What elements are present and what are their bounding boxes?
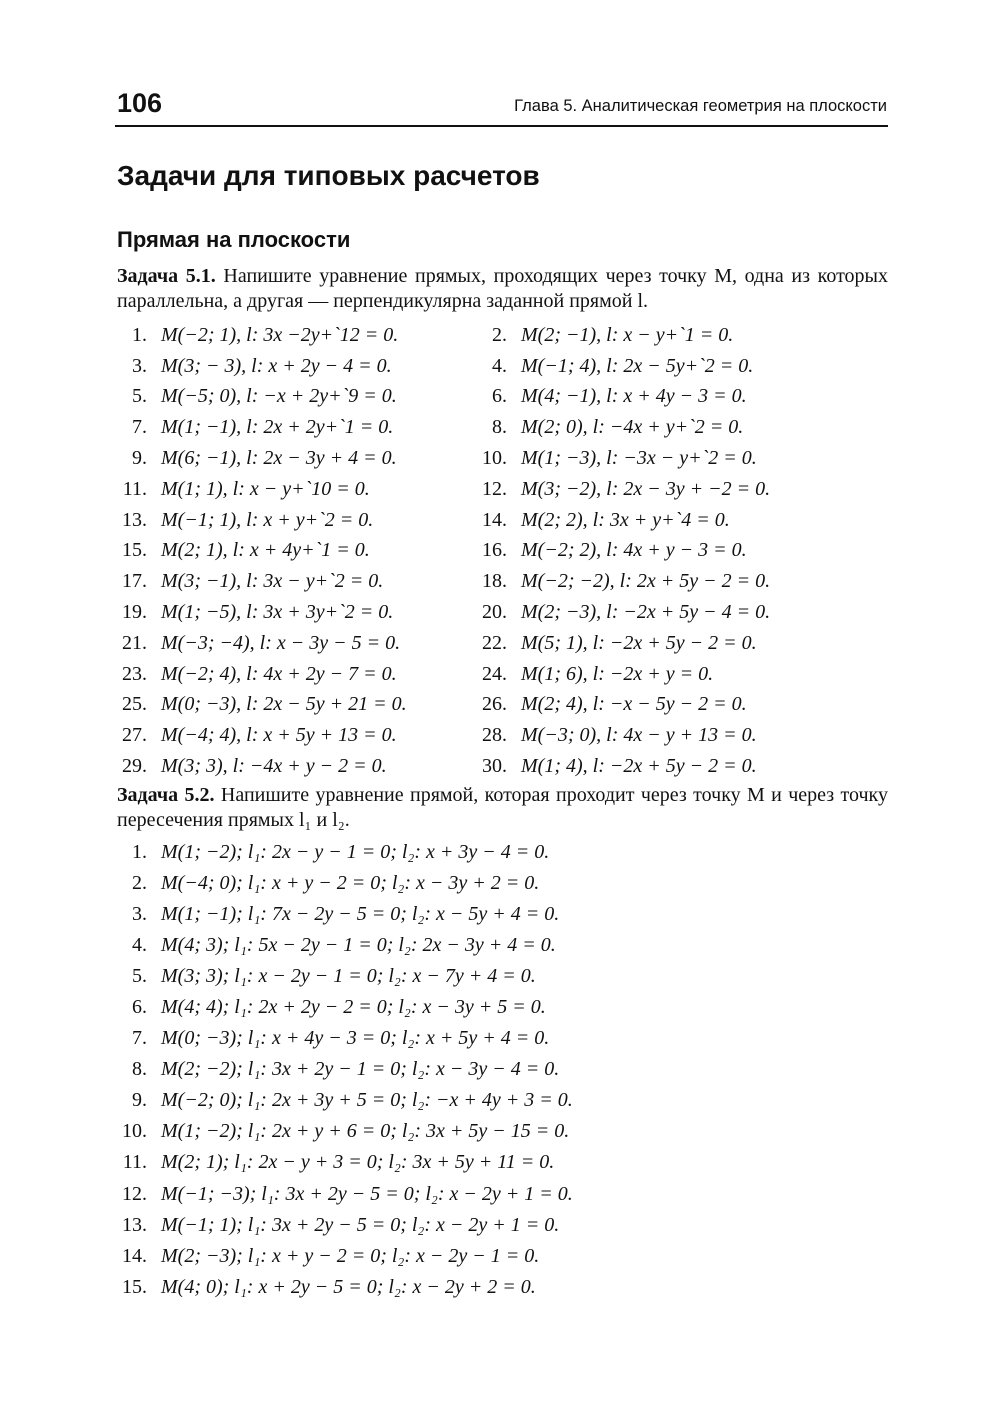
task-5-1-item	[470, 601, 830, 624]
task-5-2-item	[110, 930, 670, 961]
item-number: 24.	[482, 662, 507, 685]
item-expression: M(−3; −4), l: x − 3y − 5 = 0.	[161, 631, 401, 654]
task-5-1-item	[470, 693, 830, 716]
item-expression: M(−1; −3); l₁: 3x + 2y − 5 = 0; l₂: x − 2y + 1 = 0.	[161, 1182, 573, 1205]
task-5-1-item	[470, 570, 830, 593]
item-expression: M(3; −1), l: 3x − y+`2 = 0.	[161, 570, 384, 593]
item-expression: M(−2; 4), l: 4x + 2y − 7 = 0.	[161, 662, 397, 685]
item-expression: M(3; −2), l: 2x − 3y + −2 = 0.	[521, 477, 771, 500]
task-5-1-row	[110, 536, 830, 567]
task-5-2-text: Напишите уравнение прямой, которая проходит через точку M и через точку пересечения прямых l₁ и l₂.	[117, 784, 888, 831]
item-number: 28.	[482, 724, 507, 747]
task-5-1-row	[110, 566, 830, 597]
item-expression: M(2; 4), l: −x − 5y − 2 = 0.	[521, 693, 747, 716]
task-5-1-item	[110, 355, 470, 378]
item-number: 25.	[122, 693, 147, 716]
item-number: 14.	[482, 508, 507, 531]
item-expression: M(2; −3); l₁: x + y − 2 = 0; l₂: x − 2y − 1 = 0.	[161, 1244, 540, 1267]
item-number: 1.	[132, 323, 147, 346]
task-5-1-item	[110, 601, 470, 624]
task-5-1-row	[110, 751, 830, 782]
item-number: 6.	[492, 385, 507, 408]
item-number: 8.	[492, 416, 507, 439]
item-number: 4.	[492, 354, 507, 377]
item-expression: M(2; −2); l₁: 3x + 2y − 1 = 0; l₂: x − 3y − 4 = 0.	[161, 1058, 560, 1081]
task-5-1-row	[110, 412, 830, 443]
item-number: 27.	[122, 724, 147, 747]
item-number: 7.	[132, 416, 147, 439]
task-5-1-item	[110, 663, 470, 686]
task-5-1-item	[110, 755, 470, 778]
item-number: 2.	[132, 872, 147, 895]
task-5-1-item	[110, 509, 470, 532]
item-number: 23.	[122, 662, 147, 685]
item-expression: M(−5; 0), l: −x + 2y+`9 = 0.	[161, 385, 397, 408]
item-number: 15.	[122, 1275, 147, 1298]
item-expression: M(5; 1), l: −2x + 5y − 2 = 0.	[521, 631, 757, 654]
task-5-1-item	[470, 539, 830, 562]
item-expression: M(−2; −2), l: 2x + 5y − 2 = 0.	[521, 570, 771, 593]
item-number: 29.	[122, 755, 147, 778]
item-number: 3.	[132, 903, 147, 926]
item-number: 3.	[132, 354, 147, 377]
item-expression: M(1; −2); l₁: 2x − y − 1 = 0; l₂: x + 3y − 4 = 0.	[161, 841, 550, 864]
task-5-1-item	[110, 385, 470, 408]
item-number: 20.	[482, 601, 507, 624]
task-5-2-item	[110, 1023, 670, 1054]
item-expression: M(−2; 2), l: 4x + y − 3 = 0.	[521, 539, 747, 562]
item-number: 22.	[482, 631, 507, 654]
item-expression: M(0; −3); l₁: x + 4y − 3 = 0; l₂: x + 5y + 4 = 0.	[161, 1027, 550, 1050]
task-5-2-item	[110, 1179, 670, 1210]
task-5-2-statement	[117, 783, 888, 833]
task-5-2-item	[110, 837, 670, 868]
task-5-1-item	[470, 478, 830, 501]
item-expression: M(2; 0), l: −4x + y+`2 = 0.	[521, 416, 744, 439]
item-expression: M(2; 1); l₁: 2x − y + 3 = 0; l₂: 3x + 5y + 11 = 0.	[161, 1151, 555, 1174]
item-expression: M(6; −1), l: 2x − 3y + 4 = 0.	[161, 447, 397, 470]
task-5-1-row	[110, 628, 830, 659]
item-expression: M(2; −3), l: −2x + 5y − 4 = 0.	[521, 601, 771, 624]
task-5-2-item	[110, 899, 670, 930]
item-expression: M(1; −3), l: −3x − y+`2 = 0.	[521, 447, 757, 470]
item-number: 9.	[132, 1089, 147, 1112]
task-5-1-item	[470, 416, 830, 439]
task-5-1-item	[110, 693, 470, 716]
item-number: 30.	[482, 755, 507, 778]
item-number: 6.	[132, 996, 147, 1019]
task-5-2-list	[110, 837, 670, 1303]
task-5-1-item	[110, 324, 470, 347]
item-number: 7.	[132, 1027, 147, 1050]
task-5-1-item	[110, 632, 470, 655]
item-expression: M(2; 2), l: 3x + y+`4 = 0.	[521, 508, 730, 531]
item-expression: M(3; 3); l₁: x − 2y − 1 = 0; l₂: x − 7y + 4 = 0.	[161, 965, 536, 988]
item-expression: M(4; 0); l₁: x + 2y − 5 = 0; l₂: x − 2y + 2 = 0.	[161, 1275, 536, 1298]
task-5-1-item	[110, 539, 470, 562]
task-5-2-item	[110, 1085, 670, 1116]
header-divider	[115, 125, 888, 127]
task-5-2-item	[110, 961, 670, 992]
item-expression: M(−1; 1), l: x + y+`2 = 0.	[161, 508, 374, 531]
task-5-1-item	[110, 478, 470, 501]
task-5-1-row	[110, 474, 830, 505]
item-expression: M(3; 3), l: −4x + y − 2 = 0.	[161, 755, 387, 778]
item-expression: M(2; −1), l: x − y+`1 = 0.	[521, 323, 734, 346]
item-number: 18.	[482, 570, 507, 593]
item-expression: M(−4; 4), l: x + 5y + 13 = 0.	[161, 724, 397, 747]
item-expression: M(−4; 0); l₁: x + y − 2 = 0; l₂: x − 3y + 2 = 0.	[161, 872, 540, 895]
task-5-1-row	[110, 597, 830, 628]
task-5-2-item	[110, 992, 670, 1023]
item-expression: M(4; 3); l₁: 5x − 2y − 1 = 0; l₂: 2x − 3y + 4 = 0.	[161, 934, 556, 957]
task-5-2-item	[110, 1054, 670, 1085]
task-5-2-item	[110, 1241, 670, 1272]
subsection-title: Прямая на плоскости	[117, 227, 351, 252]
item-expression: M(−2; 0); l₁: 2x + 3y + 5 = 0; l₂: −x + 4y + 3 = 0.	[161, 1089, 573, 1112]
item-expression: M(−3; 0), l: 4x − y + 13 = 0.	[521, 724, 757, 747]
item-expression: M(−1; 4), l: 2x − 5y+`2 = 0.	[521, 354, 754, 377]
item-number: 2.	[492, 323, 507, 346]
item-expression: M(1; 1), l: x − y+`10 = 0.	[161, 477, 370, 500]
item-expression: M(1; 4), l: −2x + 5y − 2 = 0.	[521, 755, 757, 778]
item-number: 1.	[132, 841, 147, 864]
item-expression: M(−2; 1), l: 3x −2y+`12 = 0.	[161, 323, 399, 346]
task-5-1-item	[470, 355, 830, 378]
task-5-1-item	[470, 755, 830, 778]
item-expression: M(1; −5), l: 3x + 3y+`2 = 0.	[161, 601, 394, 624]
task-5-1-item	[470, 447, 830, 470]
task-5-1-row	[110, 320, 830, 351]
item-number: 12.	[122, 1182, 147, 1205]
task-5-1-row	[110, 351, 830, 382]
item-number: 21.	[122, 631, 147, 654]
item-number: 17.	[122, 570, 147, 593]
item-expression: M(3; − 3), l: x + 2y − 4 = 0.	[161, 354, 392, 377]
task-5-1-item	[470, 324, 830, 347]
section-title: Задачи для типовых расчетов	[117, 160, 540, 191]
item-number: 10.	[482, 447, 507, 470]
task-5-2-item	[110, 1116, 670, 1147]
item-expression: M(2; 1), l: x + 4y+`1 = 0.	[161, 539, 370, 562]
task-5-1-item	[470, 663, 830, 686]
item-number: 8.	[132, 1058, 147, 1081]
item-number: 13.	[122, 1213, 147, 1236]
item-number: 11.	[122, 1151, 147, 1174]
item-number: 15.	[122, 539, 147, 562]
item-number: 5.	[132, 965, 147, 988]
item-expression: M(1; −1), l: 2x + 2y+`1 = 0.	[161, 416, 394, 439]
task-5-1-list	[110, 320, 830, 782]
task-5-2-item	[110, 868, 670, 899]
item-expression: M(1; −1); l₁: 7x − 2y − 5 = 0; l₂: x − 5y + 4 = 0.	[161, 903, 560, 926]
task-5-2-item	[110, 1147, 670, 1178]
item-number: 4.	[132, 934, 147, 957]
item-number: 12.	[482, 477, 507, 500]
task-5-1-item	[110, 416, 470, 439]
item-number: 9.	[132, 447, 147, 470]
task-5-1-row	[110, 382, 830, 413]
task-5-1-row	[110, 443, 830, 474]
task-5-1-row	[110, 720, 830, 751]
item-number: 19.	[122, 601, 147, 624]
item-expression: M(1; 6), l: −2x + y = 0.	[521, 662, 714, 685]
item-number: 26.	[482, 693, 507, 716]
task-5-2-item	[110, 1210, 670, 1241]
item-number: 11.	[122, 477, 147, 500]
task-5-1-item	[470, 632, 830, 655]
running-header-chapter-title: Глава 5. Аналитическая геометрия на плоскости	[514, 97, 887, 115]
item-number: 13.	[122, 508, 147, 531]
task-5-1-item	[110, 724, 470, 747]
item-number: 16.	[482, 539, 507, 562]
task-5-1-item	[470, 509, 830, 532]
task-5-1-item	[110, 447, 470, 470]
item-number: 14.	[122, 1244, 147, 1267]
item-expression: M(−1; 1); l₁: 3x + 2y − 5 = 0; l₂: x − 2y + 1 = 0.	[161, 1213, 560, 1236]
task-5-1-item	[470, 385, 830, 408]
item-expression: M(0; −3), l: 2x − 5y + 21 = 0.	[161, 693, 407, 716]
item-expression: M(4; −1), l: x + 4y − 3 = 0.	[521, 385, 747, 408]
item-number: 5.	[132, 385, 147, 408]
task-5-1-text: Напишите уравнение прямых, проходящих через точку M, одна из которых параллельна, а другая — перпендикулярна заданной прямой l.	[117, 265, 888, 312]
page-number: 106	[117, 88, 163, 118]
task-5-2-label: Задача 5.2.	[117, 784, 215, 806]
item-expression: M(4; 4); l₁: 2x + 2y − 2 = 0; l₂: x − 3y + 5 = 0.	[161, 996, 546, 1019]
task-5-1-item	[110, 570, 470, 593]
task-5-1-row	[110, 505, 830, 536]
task-5-1-row	[110, 690, 830, 721]
task-5-1-row	[110, 659, 830, 690]
task-5-1-label: Задача 5.1.	[117, 265, 216, 287]
task-5-2-item	[110, 1272, 670, 1303]
item-number: 10.	[122, 1120, 147, 1143]
item-expression: M(1; −2); l₁: 2x + y + 6 = 0; l₂: 3x + 5y − 15 = 0.	[161, 1120, 570, 1143]
task-5-1-item	[470, 724, 830, 747]
task-5-1-statement	[117, 264, 888, 314]
